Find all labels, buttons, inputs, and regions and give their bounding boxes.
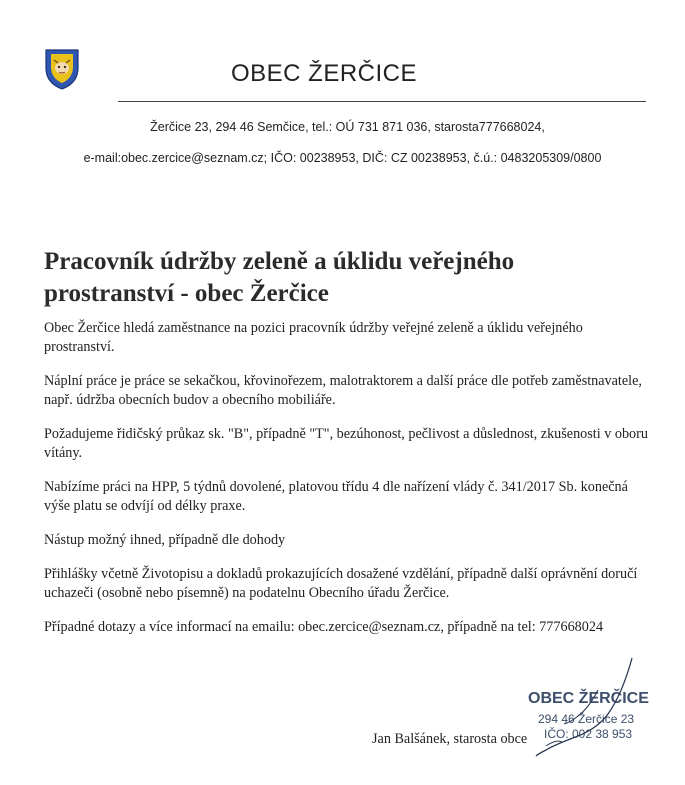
signatory-name: Jan Balšánek, starosta obce [372,731,528,747]
paragraph-contact: Případné dotazy a více informací na emailu: obec.zercice@seznam.cz, případně na tel: 777668024 [44,619,604,635]
notice-title: Pracovník údržby zeleně a úklidu veřejného prostranství - obec Žerčice [44,248,515,307]
stamp-line-name: OBEC ŽERČICE [528,690,649,707]
stamp-line-ico: IČO: 002 38 953 [544,727,633,741]
paragraph-applications: Přihlášky včetně Životopisu a dokladů prokazujících dosažené vzdělání, případně další oprávnění doručí uchazeči (osobně nebo písemně) na podatelnu Obecního úřadu Žerčice. [44,566,638,601]
handwritten-signature [528,650,648,760]
municipality-name: OBEC ŽERČICE [231,60,418,87]
address-line: Žerčice 23, 294 46 Semčice, tel.: OÚ 731 871 036, starosta777668024, [150,120,545,134]
paragraph-intro: Obec Žerčice hledá zaměstnance na pozici pracovník údržby veřejné zeleně a úklidu veřejného prostranství. [44,320,583,355]
paragraph-start: Nástup možný ihned, případně dle dohody [44,532,286,548]
header-divider [118,101,646,102]
notice-body [44,319,654,652]
coat-of-arms-icon [44,48,80,90]
paragraph-offer: Nabízíme práci na HPP, 5 týdnů dovolené, platovou třídu 4 dle nařízení vlády č. 341/2017 Sb. konečná výše platu se odvíjí od délky praxe. [44,479,628,514]
paragraph-requirements: Požadujeme řidičský průkaz sk. "B", případně "T", bezúhonost, pečlivost a důslednost, zkušenosti v oboru vítány. [44,426,648,461]
stamp-line-address: 294 46 Žerčice 23 [538,712,635,726]
paragraph-duties: Náplní práce je práce se sekačkou, křovinořezem, malotraktorem a další práce dle potřeb zaměstnavatele, např. údržba obecních budov a obecního mobiliáře. [44,373,642,408]
contact-line: e-mail:obec.zercice@seznam.cz; IČO: 00238953, DIČ: CZ 00238953, č.ú.: 0483205309/0800 [83,151,602,165]
